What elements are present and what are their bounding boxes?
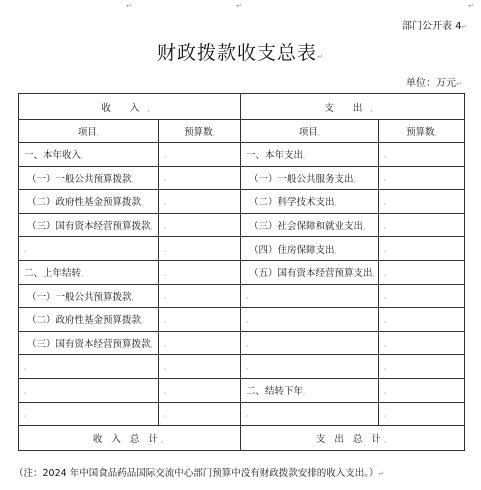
income-budget-cell: , [159, 378, 241, 402]
income-budget-cell: , [159, 308, 241, 332]
expense-budget-cell: , [379, 260, 465, 284]
table-row [19, 260, 465, 284]
income-budget-cell: , [159, 166, 241, 190]
table-row [19, 190, 465, 214]
expense-budget-cell: , [379, 190, 465, 214]
income-item-cell: （一）一般公共预算拨款, [19, 284, 159, 308]
income-budget-cell: , [159, 143, 241, 167]
expense-item-cell: , [241, 308, 379, 332]
expense-item-cell: , [241, 402, 379, 426]
expense-budget-cell: , [379, 213, 465, 237]
table-row [19, 213, 465, 237]
income-item-cell: , [19, 402, 159, 426]
income-item-cell: 二、上年结转, [19, 260, 159, 284]
expense-item-cell: 二、结转下年, [241, 378, 379, 402]
table-row [19, 331, 465, 355]
expense-budget-cell: , [379, 143, 465, 167]
income-item-cell: 一、本年收入, [19, 143, 159, 167]
expense-budget-header: 预算数, [379, 120, 465, 143]
income-item-cell: , [19, 378, 159, 402]
column-header-row [19, 120, 465, 143]
total-row [19, 426, 465, 451]
expense-item-cell: （一）一般公共服务支出, [241, 166, 379, 190]
income-total-cell: 收 入 总 计, [19, 426, 241, 451]
table-tag: 部门公开表 4↵ [402, 21, 468, 32]
income-budget-cell: , [159, 355, 241, 379]
expense-budget-cell: , [379, 402, 465, 426]
income-budget-cell: , [159, 284, 241, 308]
table-row [19, 284, 465, 308]
income-item-header: 项目, [19, 120, 159, 143]
income-budget-cell: , [159, 260, 241, 284]
expense-budget-cell: , [379, 284, 465, 308]
format-mark: ↵ [468, 2, 474, 10]
expense-budget-cell: , [379, 166, 465, 190]
income-item-cell: , [19, 355, 159, 379]
expense-budget-cell: , [379, 237, 465, 261]
expense-item-cell: , [241, 284, 379, 308]
income-budget-cell: , [159, 237, 241, 261]
expense-item-cell: , [241, 331, 379, 355]
income-header: 收 入, [19, 94, 241, 120]
table-row [19, 308, 465, 332]
expense-item-cell: （三）社会保障和就业支出, [241, 213, 379, 237]
table-row [19, 355, 465, 379]
income-budget-cell: , [159, 190, 241, 214]
table-row [19, 143, 465, 167]
expense-budget-cell: , [379, 355, 465, 379]
format-mark: ↵ [126, 2, 132, 10]
income-item-cell: （一）一般公共预算拨款, [19, 166, 159, 190]
table-row [19, 166, 465, 190]
expense-item-cell: , [241, 355, 379, 379]
table-header-row [19, 94, 465, 120]
expense-budget-cell: , [379, 331, 465, 355]
income-budget-cell: , [159, 213, 241, 237]
table-row [19, 402, 465, 426]
expense-item-cell: （二）科学技术支出, [241, 190, 379, 214]
budget-table [18, 93, 465, 451]
table-row [19, 237, 465, 261]
expense-budget-cell: , [379, 378, 465, 402]
expense-item-cell: （四）住房保障支出, [241, 237, 379, 261]
income-item-cell: （三）国有资本经营预算拨款, [19, 213, 159, 237]
income-item-cell: （三）国有资本经营预算拨款, [19, 331, 159, 355]
expense-item-cell: （五）国有资本经营预算支出, [241, 260, 379, 284]
income-budget-header: 预算数, [159, 120, 241, 143]
expense-total-cell: 支 出 总 计, [241, 426, 465, 451]
income-budget-cell: , [159, 402, 241, 426]
format-mark: ↵ [236, 2, 242, 10]
footnote: （注：2024 年中国食品药品国际交流中心部门预算中没有财政拨款安排的收入支出。）↵ [14, 468, 385, 479]
expense-budget-cell: , [379, 308, 465, 332]
income-item-cell: , [19, 237, 159, 261]
income-item-cell: （二）政府性基金预算拨款, [19, 308, 159, 332]
income-item-cell: （二）政府性基金预算拨款, [19, 190, 159, 214]
expense-item-cell: 一、本年支出, [241, 143, 379, 167]
unit-label: 单位：万元↵ [406, 78, 462, 89]
income-budget-cell: , [159, 331, 241, 355]
expense-header: 支 出, [241, 94, 465, 120]
table-row [19, 378, 465, 402]
expense-item-header: 项目, [241, 120, 379, 143]
page-title: 财政拨款收支总表↵ [157, 42, 324, 64]
